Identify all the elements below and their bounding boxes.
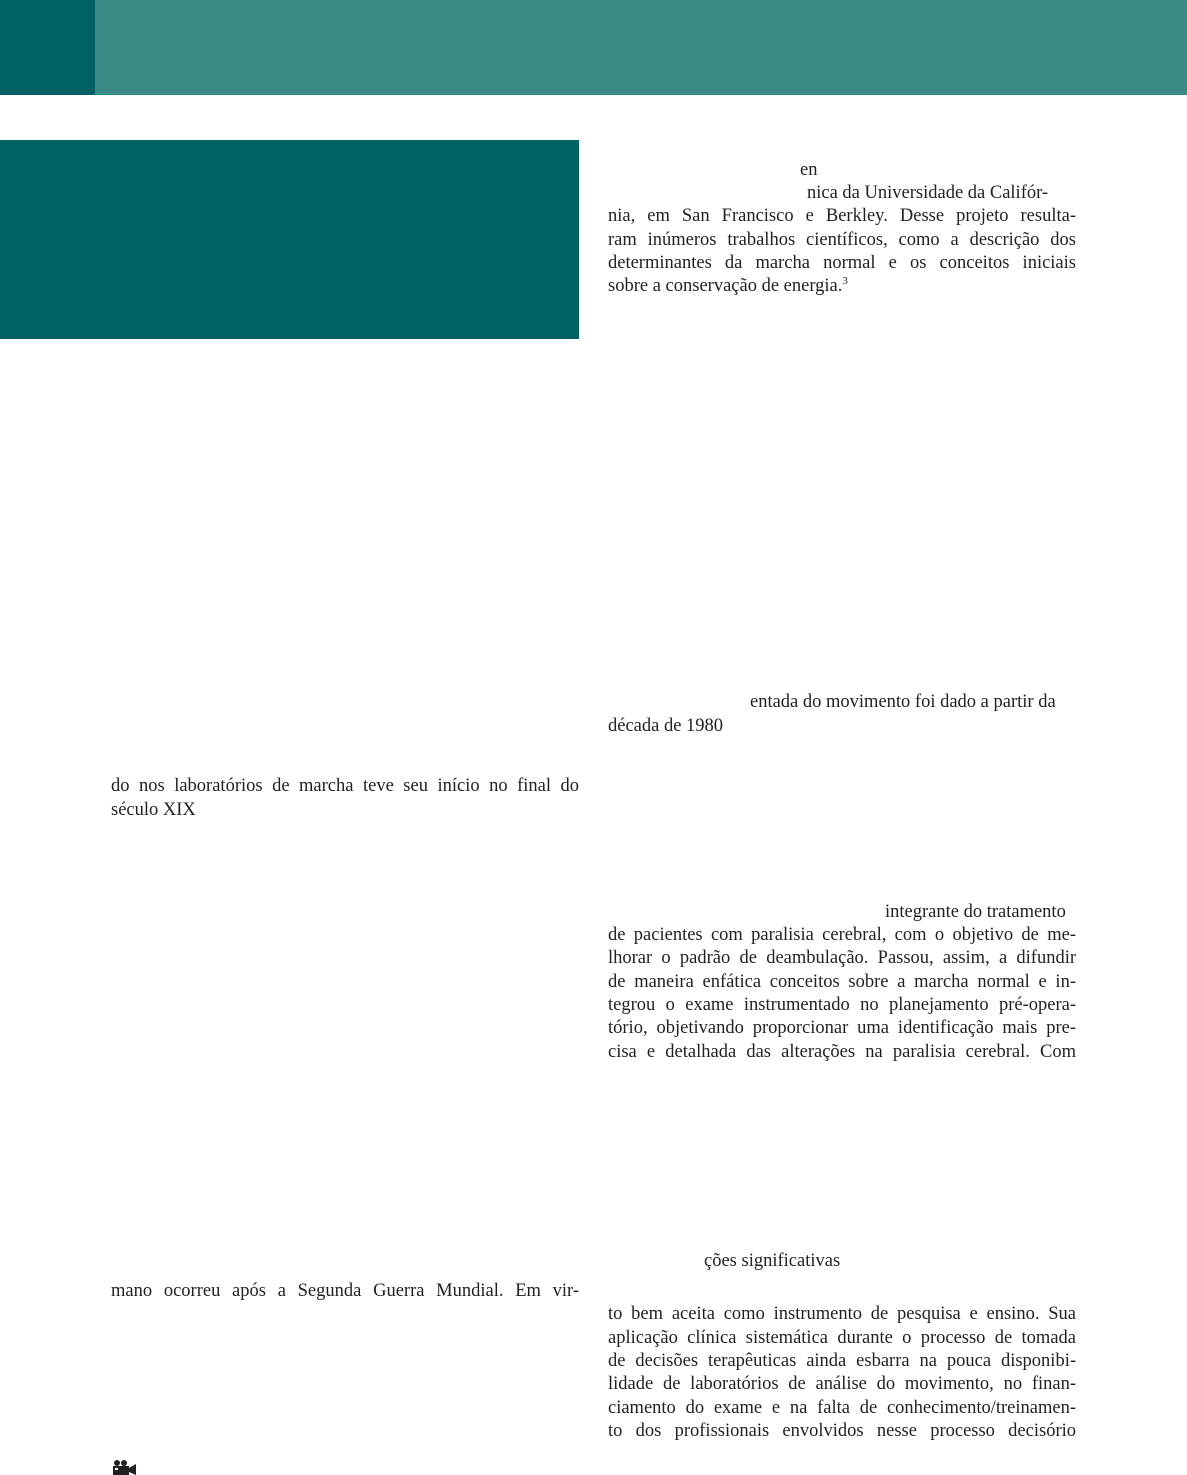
header-band-dark (0, 0, 95, 95)
left-text-line: do nos laboratórios de marcha teve seu início no final do (111, 776, 579, 796)
right-text-line: ram inúmeros trabalhos científicos, como a descrição dos (608, 230, 1076, 250)
right-text-line: década de 1980 (608, 716, 724, 736)
right-text-line: to dos profissionais envolvidos nesse processo decisório (608, 1421, 1076, 1441)
right-text-line: to bem aceita como instrumento de pesquisa e ensino. Sua (608, 1304, 1076, 1324)
video-camera-icon (111, 1459, 137, 1475)
right-text-line: aplicação clínica sistemática durante o processo de tomada (608, 1328, 1076, 1348)
right-text-line: lidade de laboratórios de análise do movimento, no finan- (608, 1374, 1076, 1394)
right-text-line: determinantes da marcha normal e os conceitos iniciais (608, 253, 1076, 273)
right-text-line: de maneira enfática conceitos sobre a marcha normal e in- (608, 972, 1076, 992)
reference-number: 3 (842, 274, 848, 287)
left-text-line: mano ocorreu após a Segunda Guerra Mundial. Em vir- (111, 1281, 579, 1301)
right-text-line: cisa e detalhada das alterações na paralisia cerebral. Com (608, 1042, 1076, 1062)
chapter-title-block (0, 140, 579, 339)
line-text: sobre a conservação de energia. (608, 276, 843, 296)
right-text-line: ciamento do exame e na falta de conhecimento/treinamen- (608, 1398, 1076, 1418)
right-text-line: ções significativas (704, 1251, 841, 1271)
right-text-line: tegrou o exame instrumentado no planejamento pré-opera- (608, 995, 1076, 1015)
right-text-line: de pacientes com paralisia cerebral, com o objetivo de me- (608, 925, 1076, 945)
right-text-line: nia, em San Francisco e Berkley. Desse projeto resulta- (608, 206, 1076, 226)
right-text-line: integrante do tratamento (885, 902, 1066, 922)
right-text-line: lhorar o padrão de deambulação. Passou, assim, a difundir (608, 948, 1076, 968)
right-text-line: de decisões terapêuticas ainda esbarra na pouca disponibi- (608, 1351, 1076, 1371)
right-text-line: tório, objetivando proporcionar uma identificação mais pre- (608, 1018, 1076, 1038)
right-text-line (608, 275, 848, 299)
left-text-line: século XIX (111, 800, 196, 820)
right-text-line: entada do movimento foi dado a partir da (750, 692, 1056, 712)
header-band-light (95, 0, 1187, 95)
right-text-line: nica da Universidade da Califór- (807, 183, 1049, 203)
right-text-line: en (800, 160, 818, 180)
